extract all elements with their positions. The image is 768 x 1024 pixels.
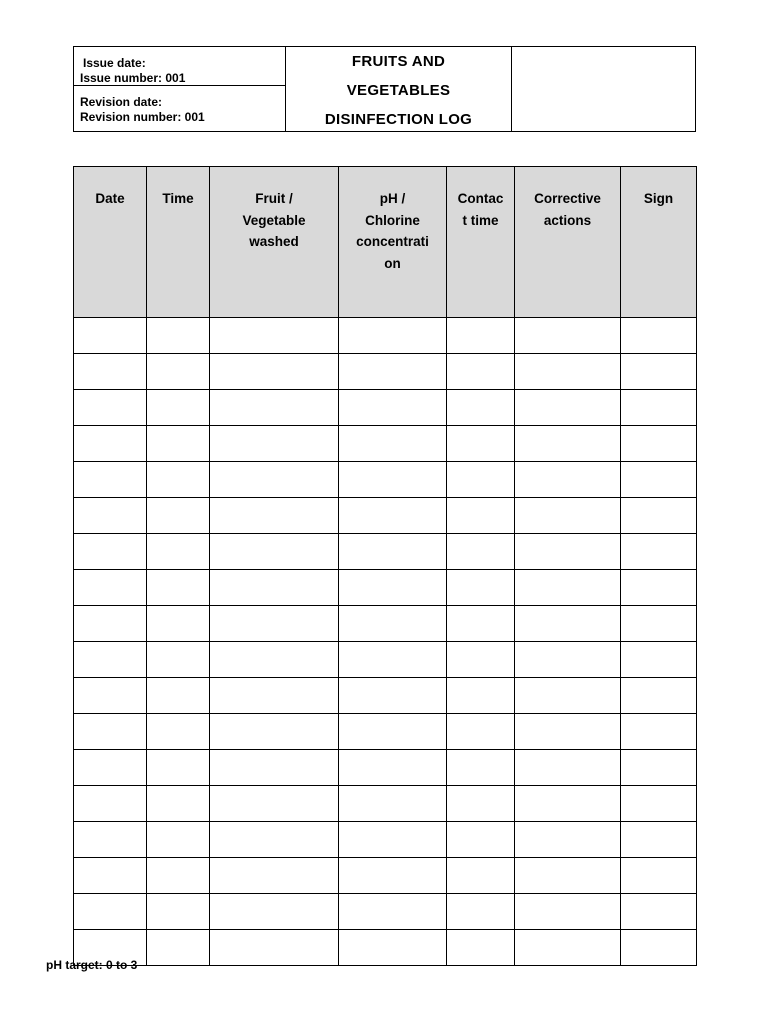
title-line: DISINFECTION LOG bbox=[324, 111, 473, 128]
table-cell[interactable] bbox=[339, 858, 447, 894]
table-cell[interactable] bbox=[339, 498, 447, 534]
table-cell[interactable] bbox=[74, 354, 147, 390]
table-cell[interactable] bbox=[339, 678, 447, 714]
table-cell[interactable] bbox=[147, 354, 210, 390]
table-cell[interactable] bbox=[339, 930, 447, 966]
table-cell[interactable] bbox=[621, 318, 697, 354]
column-header bbox=[447, 167, 515, 318]
column-header bbox=[339, 167, 447, 318]
table-cell[interactable] bbox=[147, 426, 210, 462]
table-row bbox=[74, 786, 697, 822]
table-cell[interactable] bbox=[621, 498, 697, 534]
column-header-line: pH / bbox=[379, 191, 406, 206]
table-cell[interactable] bbox=[74, 714, 147, 750]
table-cell[interactable] bbox=[447, 858, 515, 894]
table-cell[interactable] bbox=[447, 498, 515, 534]
table-cell[interactable] bbox=[515, 642, 621, 678]
table-cell[interactable] bbox=[74, 894, 147, 930]
table-cell[interactable] bbox=[147, 750, 210, 786]
table-cell[interactable] bbox=[515, 354, 621, 390]
column-header bbox=[621, 167, 697, 318]
table-row bbox=[74, 930, 697, 966]
table-row bbox=[74, 714, 697, 750]
table-row bbox=[74, 318, 697, 354]
table-cell[interactable] bbox=[621, 354, 697, 390]
table-row bbox=[74, 390, 697, 426]
document-title bbox=[286, 47, 512, 131]
table-cell[interactable] bbox=[339, 894, 447, 930]
table-cell[interactable] bbox=[339, 642, 447, 678]
table-cell[interactable] bbox=[210, 822, 339, 858]
table-cell[interactable] bbox=[147, 930, 210, 966]
table-cell[interactable] bbox=[74, 822, 147, 858]
table-cell[interactable] bbox=[210, 750, 339, 786]
table-cell[interactable] bbox=[339, 750, 447, 786]
table-cell[interactable] bbox=[147, 462, 210, 498]
table-cell[interactable] bbox=[339, 534, 447, 570]
table-cell[interactable] bbox=[447, 462, 515, 498]
table-cell[interactable] bbox=[210, 858, 339, 894]
table-cell[interactable] bbox=[74, 318, 147, 354]
table-cell[interactable] bbox=[621, 678, 697, 714]
table-cell[interactable] bbox=[147, 498, 210, 534]
table-cell[interactable] bbox=[210, 426, 339, 462]
table-row bbox=[74, 822, 697, 858]
table-row bbox=[74, 462, 697, 498]
table-cell[interactable] bbox=[447, 714, 515, 750]
column-header-line: Time bbox=[162, 191, 194, 206]
table-cell[interactable] bbox=[210, 570, 339, 606]
table-cell[interactable] bbox=[74, 534, 147, 570]
table-cell[interactable] bbox=[339, 570, 447, 606]
table-cell[interactable] bbox=[74, 750, 147, 786]
table-cell[interactable] bbox=[447, 678, 515, 714]
table-cell[interactable] bbox=[147, 606, 210, 642]
table-cell[interactable] bbox=[147, 894, 210, 930]
table-cell[interactable] bbox=[210, 390, 339, 426]
table-cell[interactable] bbox=[74, 786, 147, 822]
table-cell[interactable] bbox=[339, 354, 447, 390]
logo-area bbox=[512, 47, 695, 131]
column-header bbox=[74, 167, 147, 318]
table-cell[interactable] bbox=[210, 354, 339, 390]
table-cell[interactable] bbox=[210, 606, 339, 642]
table-cell[interactable] bbox=[74, 390, 147, 426]
table-cell[interactable] bbox=[621, 750, 697, 786]
table-cell[interactable] bbox=[447, 426, 515, 462]
table-cell[interactable] bbox=[339, 606, 447, 642]
table-cell[interactable] bbox=[621, 462, 697, 498]
column-header bbox=[210, 167, 339, 318]
table-cell[interactable] bbox=[210, 930, 339, 966]
table-cell[interactable] bbox=[447, 534, 515, 570]
revision-number-label: Revision number: 001 bbox=[80, 110, 205, 124]
table-cell[interactable] bbox=[147, 858, 210, 894]
table-row bbox=[74, 426, 697, 462]
table-cell[interactable] bbox=[621, 822, 697, 858]
table-cell[interactable] bbox=[210, 894, 339, 930]
table-cell[interactable] bbox=[515, 318, 621, 354]
title-line: FRUITS AND bbox=[351, 53, 446, 70]
table-cell[interactable] bbox=[447, 750, 515, 786]
table-cell[interactable] bbox=[515, 534, 621, 570]
revision-info bbox=[74, 86, 285, 132]
table-cell[interactable] bbox=[447, 894, 515, 930]
table-cell[interactable] bbox=[74, 642, 147, 678]
table-cell[interactable] bbox=[74, 570, 147, 606]
table-cell[interactable] bbox=[147, 822, 210, 858]
table-cell[interactable] bbox=[621, 426, 697, 462]
table-cell[interactable] bbox=[147, 678, 210, 714]
table-cell[interactable] bbox=[447, 606, 515, 642]
table-cell[interactable] bbox=[621, 894, 697, 930]
table-cell[interactable] bbox=[210, 498, 339, 534]
table-row bbox=[74, 606, 697, 642]
column-header bbox=[515, 167, 621, 318]
table-cell[interactable] bbox=[147, 318, 210, 354]
revision-date-label: Revision date: bbox=[80, 95, 163, 109]
table-cell[interactable] bbox=[621, 714, 697, 750]
table-cell[interactable] bbox=[447, 930, 515, 966]
table-cell[interactable] bbox=[339, 318, 447, 354]
table-cell[interactable] bbox=[210, 786, 339, 822]
column-header-line: Fruit / bbox=[255, 191, 293, 206]
table-cell[interactable] bbox=[147, 786, 210, 822]
table-cell[interactable] bbox=[447, 822, 515, 858]
table-cell[interactable] bbox=[74, 606, 147, 642]
table-cell[interactable] bbox=[447, 642, 515, 678]
table-cell[interactable] bbox=[621, 786, 697, 822]
column-header-line: Sign bbox=[643, 191, 674, 206]
table-cell[interactable] bbox=[74, 678, 147, 714]
column-header-line: Corrective bbox=[534, 191, 601, 206]
table-cell[interactable] bbox=[147, 570, 210, 606]
table-row bbox=[74, 858, 697, 894]
table-cell[interactable] bbox=[515, 390, 621, 426]
table-cell[interactable] bbox=[339, 426, 447, 462]
issue-date-label: Issue date: bbox=[83, 56, 146, 70]
table-cell[interactable] bbox=[515, 678, 621, 714]
table-cell[interactable] bbox=[515, 606, 621, 642]
table-row bbox=[74, 570, 697, 606]
table-row bbox=[74, 750, 697, 786]
table-row bbox=[74, 894, 697, 930]
column-header-line: concentrati bbox=[356, 234, 429, 249]
table-cell[interactable] bbox=[621, 534, 697, 570]
table-cell[interactable] bbox=[339, 390, 447, 426]
table-cell[interactable] bbox=[74, 498, 147, 534]
column-header-line: Vegetable bbox=[242, 212, 306, 228]
table-cell[interactable] bbox=[210, 462, 339, 498]
column-header-line: Chlorine bbox=[365, 212, 420, 228]
column-header-line: on bbox=[384, 255, 401, 271]
table-cell[interactable] bbox=[515, 498, 621, 534]
table-cell[interactable] bbox=[515, 894, 621, 930]
table-cell[interactable] bbox=[515, 822, 621, 858]
table-cell[interactable] bbox=[210, 318, 339, 354]
column-header-line: washed bbox=[249, 234, 299, 249]
table-cell[interactable] bbox=[339, 786, 447, 822]
table-cell[interactable] bbox=[515, 930, 621, 966]
table-cell[interactable] bbox=[210, 714, 339, 750]
table-cell[interactable] bbox=[515, 462, 621, 498]
title-line: VEGETABLES bbox=[346, 82, 451, 99]
table-cell[interactable] bbox=[210, 642, 339, 678]
table-cell[interactable] bbox=[621, 642, 697, 678]
table-body bbox=[74, 318, 697, 966]
table-cell[interactable] bbox=[339, 822, 447, 858]
column-header-line: Contac bbox=[457, 191, 504, 206]
table-cell[interactable] bbox=[447, 354, 515, 390]
table-cell[interactable] bbox=[74, 462, 147, 498]
column-header-line: Date bbox=[95, 191, 125, 206]
table-cell[interactable] bbox=[621, 606, 697, 642]
table-cell[interactable] bbox=[515, 786, 621, 822]
table-row bbox=[74, 678, 697, 714]
table-cell[interactable] bbox=[515, 714, 621, 750]
table-header-row bbox=[74, 167, 697, 318]
table-row bbox=[74, 498, 697, 534]
table-cell[interactable] bbox=[515, 750, 621, 786]
ph-target-note: pH target: 0 to 3 bbox=[46, 958, 138, 972]
table-cell[interactable] bbox=[621, 858, 697, 894]
table-cell[interactable] bbox=[515, 426, 621, 462]
table-cell[interactable] bbox=[147, 642, 210, 678]
issue-info-top bbox=[74, 47, 285, 86]
table-cell[interactable] bbox=[515, 858, 621, 894]
table-cell[interactable] bbox=[339, 462, 447, 498]
table-cell[interactable] bbox=[515, 570, 621, 606]
table-cell[interactable] bbox=[621, 570, 697, 606]
table-cell[interactable] bbox=[210, 678, 339, 714]
table-cell[interactable] bbox=[447, 390, 515, 426]
table-cell[interactable] bbox=[147, 534, 210, 570]
table-cell[interactable] bbox=[339, 714, 447, 750]
table-row bbox=[74, 534, 697, 570]
table-cell[interactable] bbox=[210, 534, 339, 570]
column-header bbox=[147, 167, 210, 318]
table-cell[interactable] bbox=[147, 390, 210, 426]
issue-info-block bbox=[74, 47, 286, 131]
document-header bbox=[73, 46, 696, 132]
table-cell[interactable] bbox=[447, 318, 515, 354]
disinfection-log-table bbox=[73, 166, 697, 966]
column-header-line: t time bbox=[462, 212, 499, 228]
table-cell[interactable] bbox=[74, 426, 147, 462]
column-header-line: actions bbox=[543, 212, 592, 228]
table-cell[interactable] bbox=[621, 390, 697, 426]
issue-number-label: Issue number: 001 bbox=[80, 71, 186, 85]
table-row bbox=[74, 642, 697, 678]
table-row bbox=[74, 354, 697, 390]
table-cell[interactable] bbox=[447, 786, 515, 822]
table-cell[interactable] bbox=[147, 714, 210, 750]
table-cell[interactable] bbox=[447, 570, 515, 606]
table-cell[interactable] bbox=[74, 858, 147, 894]
table-cell[interactable] bbox=[621, 930, 697, 966]
